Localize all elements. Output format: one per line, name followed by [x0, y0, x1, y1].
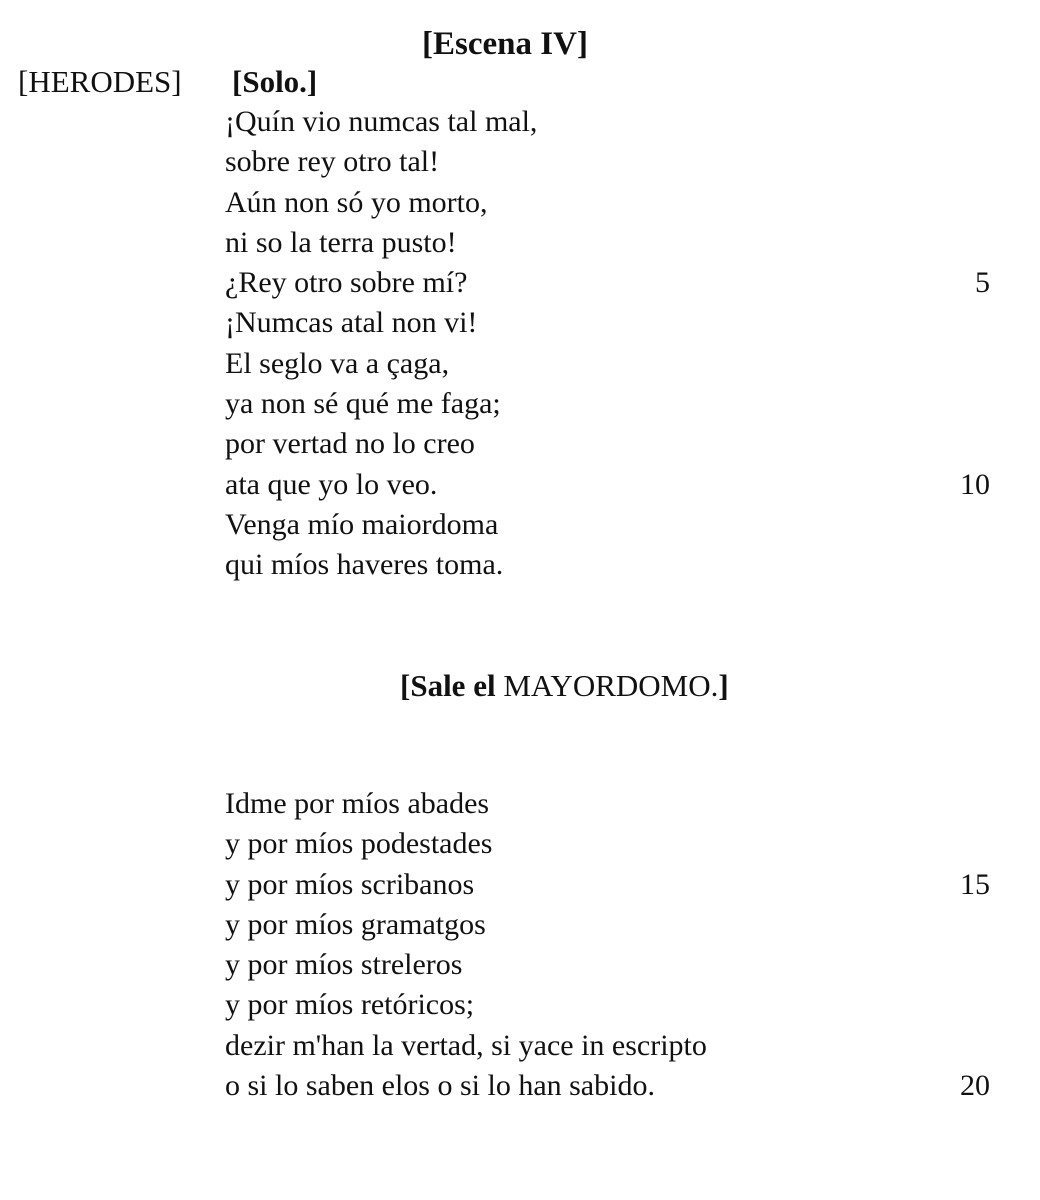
verse-text: ¡Numcas atal non vi! [225, 306, 478, 340]
open-bracket: [ [400, 668, 411, 703]
verse-line [225, 142, 990, 182]
verse-line [225, 905, 990, 945]
verse-text: ¿Rey otro sobre mí? [225, 266, 468, 300]
verse-line [225, 1026, 990, 1066]
verse-text: y por míos gramatgos [225, 907, 486, 941]
line-number: 5 [975, 266, 990, 300]
verse-text: o si lo saben elos o si lo han sabido. [225, 1069, 655, 1103]
verse-text: ¡Quín vio numcas tal mal, [225, 105, 538, 138]
verse-line [225, 344, 990, 384]
verse-text: Venga mío maiordoma [225, 507, 499, 541]
verse-line [225, 303, 990, 343]
verse-text: El seglo va a çaga, [225, 346, 450, 380]
character-name: MAYORDOMO. [503, 668, 719, 703]
verse-text: ata que yo lo veo. [225, 467, 438, 501]
verse-block-herodes [225, 102, 990, 586]
verse-line [225, 1066, 990, 1106]
stage-direction-solo: [Solo.] [232, 64, 318, 99]
stage-direction-entrance [400, 664, 729, 708]
verse-line [225, 223, 990, 263]
verse-text: Idme por míos abades [225, 787, 490, 820]
verse-line [225, 465, 990, 505]
verse-text: ya non sé qué me faga; [225, 387, 501, 421]
verse-line [225, 945, 990, 985]
verse-line [225, 824, 990, 864]
verse-line [225, 424, 990, 464]
verse-text: y por míos scribanos [225, 867, 475, 901]
verse-line [225, 784, 990, 824]
line-number: 20 [960, 1069, 990, 1103]
verse-text: y por míos retóricos; [225, 988, 475, 1022]
scene-title: [Escena IV] [422, 26, 588, 62]
line-number: 15 [960, 867, 990, 901]
verse-text: dezir m'han la vertad, si yace in escripto [225, 1028, 707, 1062]
verse-line [225, 102, 990, 142]
close-bracket: ] [718, 668, 729, 703]
verse-text: ni so la terra pusto! [225, 225, 457, 259]
verse-line [225, 183, 990, 223]
verse-block-continued [225, 784, 990, 1106]
stage-direction-verb: Sale el [410, 668, 504, 703]
verse-text: y por míos streleros [225, 948, 463, 982]
verse-text: sobre rey otro tal! [225, 145, 440, 179]
verse-text: qui míos haveres toma. [225, 548, 504, 582]
verse-line [225, 505, 990, 545]
verse-line [225, 865, 990, 905]
verse-text: y por míos podestades [225, 827, 493, 861]
verse-line [225, 263, 990, 303]
verse-text: por vertad no lo creo [225, 427, 475, 461]
verse-line [225, 985, 990, 1025]
line-number: 10 [960, 467, 990, 501]
verse-line [225, 545, 990, 585]
verse-text: Aún non só yo morto, [225, 185, 488, 219]
verse-line [225, 384, 990, 424]
speaker-name: [HERODES] [18, 64, 182, 99]
